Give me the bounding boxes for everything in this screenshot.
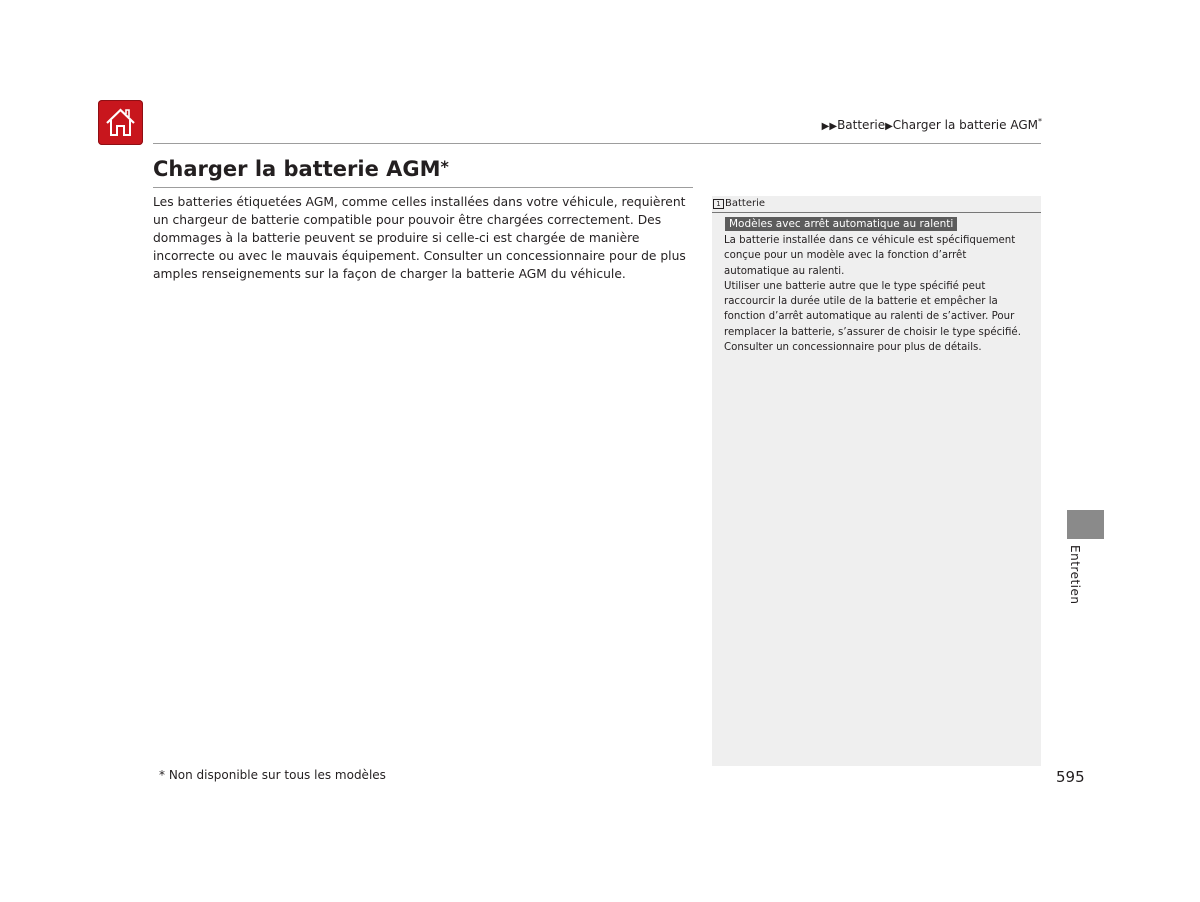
reference-icon: 1 (713, 199, 724, 209)
breadcrumb-current-page: Charger la batterie AGM (892, 118, 1038, 132)
page-number: 595 (1056, 768, 1085, 786)
breadcrumb-asterisk: * (1038, 117, 1042, 126)
header-divider (153, 143, 1041, 144)
side-note-paragraph: Utiliser une batterie autre que le type spécifié peut raccourcir la durée utile de la batterie et empêcher la fonction d’arrêt automatique au ralenti de s’activer. Pour remplacer la batterie, s’assurer de choisir le type spécifié. Consulter un concessionnaire pour plus de détails. (724, 280, 1021, 354)
side-note-paragraph: La batterie installée dans ce véhicule est spécifiquement conçue pour un modèle avec la fonction d’arrêt automatique au ralenti. (724, 235, 1016, 277)
home-icon (104, 106, 137, 139)
side-note-reference[interactable] (713, 198, 765, 209)
title-asterisk: * (440, 157, 449, 176)
section-tab-marker[interactable] (1067, 510, 1104, 539)
breadcrumb (822, 117, 1042, 132)
side-note-text (724, 233, 1034, 355)
breadcrumb-arrow-icon: ▶▶ (821, 121, 838, 132)
section-tab-label: Entretien (1068, 545, 1082, 605)
breadcrumb-section-link[interactable]: Batterie (837, 118, 886, 132)
side-note-panel (712, 196, 1041, 766)
side-note-title: Batterie (725, 198, 766, 209)
page-title (153, 157, 449, 181)
home-button[interactable] (98, 100, 143, 145)
footnote: * Non disponible sur tous les modèles (159, 768, 386, 782)
page-title-text: Charger la batterie AGM (153, 157, 441, 181)
title-divider (153, 187, 693, 188)
breadcrumb-separator-icon: ▶ (885, 121, 893, 132)
model-tag: Modèles avec arrêt automatique au ralenti (725, 217, 957, 231)
main-paragraph: Les batteries étiquetées AGM, comme celles installées dans votre véhicule, requièrent un chargeur de batterie compatible pour pouvoir être chargées correctement. Des dommages à la batterie peuvent se produire si celle-ci est chargée de manière incorrecte ou avec le mauvais équipement. Consulter un concessionnaire pour de plus amples renseignements sur la façon de charger la batterie AGM du véhicule. (153, 195, 686, 281)
side-note-divider (712, 212, 1041, 213)
